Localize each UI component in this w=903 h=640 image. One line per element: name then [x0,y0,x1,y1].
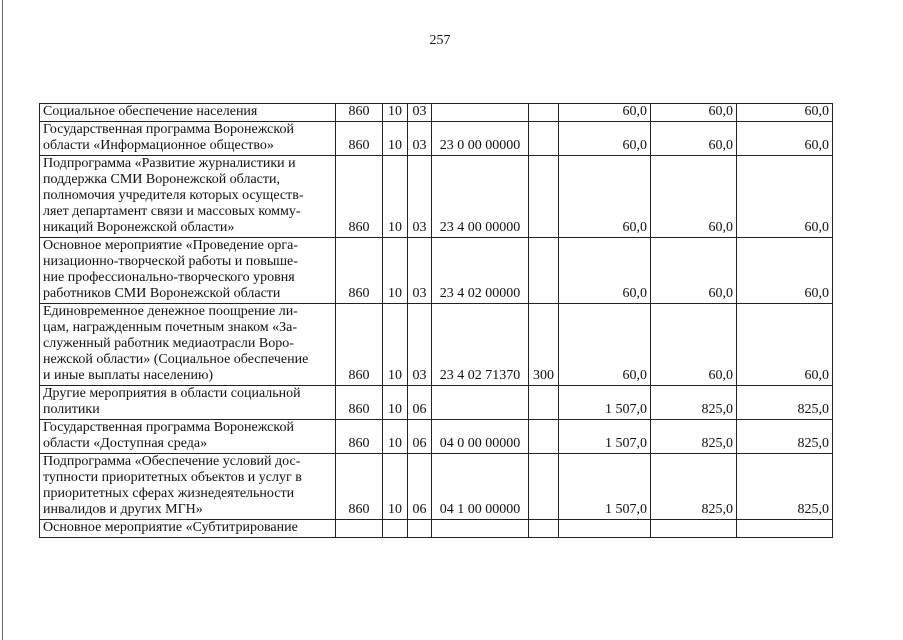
ministry-code-cell [336,520,383,538]
row-name-line: нежской области» (Социальное обеспечение [43,352,309,367]
target-article-cell: 23 0 00 00000 [432,122,529,156]
table-row [40,420,833,454]
target-article-cell: 04 1 00 00000 [432,454,529,520]
table-row [40,156,833,238]
table-row [40,520,833,538]
amount-year1-cell: 1 507,0 [559,454,651,520]
row-name-cell [40,420,336,454]
section-code-cell: 10 [383,238,408,304]
amount-year2-cell: 60,0 [651,238,737,304]
target-article-cell [432,386,529,420]
amount-year1-cell: 60,0 [559,104,651,122]
row-name-line: цам, награжденным почетным знаком «За- [43,320,298,335]
row-name-line: приоритетных сферах жизнедеятельности [43,486,295,501]
expense-type-cell [529,520,559,538]
subsection-code-cell: 03 [408,122,432,156]
row-name-cell [40,520,336,538]
amount-year1-cell: 60,0 [559,122,651,156]
row-name-line: работников СМИ Воронежской области [43,286,281,301]
ministry-code-cell: 860 [336,304,383,386]
subsection-code-cell [408,520,432,538]
table-body [40,104,833,538]
amount-year2-cell: 825,0 [651,420,737,454]
amount-year2-cell: 60,0 [651,156,737,238]
ministry-code-cell: 860 [336,104,383,122]
target-article-cell: 23 4 02 71370 [432,304,529,386]
row-name-line: тупности приоритетных объектов и услуг в [43,470,302,485]
expense-type-cell [529,156,559,238]
row-name-line: никаций Воронежской области» [43,220,235,235]
amount-year2-cell: 60,0 [651,122,737,156]
amount-year2-cell: 825,0 [651,454,737,520]
expense-type-cell [529,420,559,454]
ministry-code-cell: 860 [336,420,383,454]
row-name-line: Государственная программа Воронежской [43,122,294,137]
row-name-line: Государственная программа Воронежской [43,420,294,435]
amount-year3-cell: 825,0 [737,454,833,520]
budget-table [39,103,833,538]
subsection-code-cell: 06 [408,454,432,520]
section-code-cell: 10 [383,122,408,156]
row-name-line: служенный работник медиаотрасли Воро- [43,336,294,351]
row-name-line: ляет департамент связи и массовых комму- [43,204,301,219]
target-article-cell: 04 0 00 00000 [432,420,529,454]
ministry-code-cell: 860 [336,454,383,520]
row-name-cell [40,104,336,122]
row-name-cell [40,156,336,238]
amount-year3-cell: 60,0 [737,304,833,386]
row-name-line: Подпрограмма «Обеспечение условий дос- [43,454,301,469]
subsection-code-cell: 06 [408,386,432,420]
table-row [40,238,833,304]
subsection-code-cell: 03 [408,156,432,238]
row-name-line: ние профессионально-творческого уровня [43,270,295,285]
row-name-line: Основное мероприятие «Субтитрирование [43,520,298,535]
row-name-line: низационно-творческой работы и повыше- [43,254,298,269]
expense-type-cell [529,238,559,304]
ministry-code-cell: 860 [336,156,383,238]
row-name-line: области «Доступная среда» [43,436,208,451]
expense-type-cell: 300 [529,304,559,386]
table-row [40,122,833,156]
target-article-cell [432,104,529,122]
expense-type-cell [529,454,559,520]
row-name-line: Социальное обеспечение населения [43,104,258,119]
row-name-cell [40,304,336,386]
target-article-cell [432,520,529,538]
row-name-line: инвалидов и других МГН» [43,502,203,517]
page-number: 257 [429,33,451,48]
subsection-code-cell: 03 [408,104,432,122]
row-name-line: полномочия учредителя которых осуществ- [43,188,304,203]
amount-year2-cell [651,520,737,538]
row-name-cell [40,454,336,520]
table-row [40,304,833,386]
target-article-cell: 23 4 02 00000 [432,238,529,304]
table-row [40,386,833,420]
row-name-line: Основное мероприятие «Проведение орга- [43,238,298,253]
amount-year1-cell: 1 507,0 [559,420,651,454]
row-name-cell [40,122,336,156]
section-code-cell: 10 [383,386,408,420]
expense-type-cell [529,122,559,156]
amount-year3-cell: 825,0 [737,420,833,454]
row-name-line: и иные выплаты населению) [43,368,214,383]
amount-year1-cell: 60,0 [559,304,651,386]
amount-year1-cell: 1 507,0 [559,386,651,420]
page-left-edge [2,0,3,640]
ministry-code-cell: 860 [336,238,383,304]
target-article-cell: 23 4 00 00000 [432,156,529,238]
amount-year3-cell: 60,0 [737,238,833,304]
row-name-line: Подпрограмма «Развитие журналистики и [43,156,296,171]
table-row [40,454,833,520]
section-code-cell: 10 [383,420,408,454]
section-code-cell: 10 [383,304,408,386]
subsection-code-cell: 03 [408,238,432,304]
ministry-code-cell: 860 [336,122,383,156]
row-name-cell [40,386,336,420]
ministry-code-cell: 860 [336,386,383,420]
amount-year3-cell: 60,0 [737,122,833,156]
table-row [40,104,833,122]
amount-year2-cell: 825,0 [651,386,737,420]
row-name-line: поддержка СМИ Воронежской области, [43,172,280,187]
amount-year1-cell [559,520,651,538]
subsection-code-cell: 06 [408,420,432,454]
section-code-cell: 10 [383,156,408,238]
amount-year3-cell: 60,0 [737,156,833,238]
row-name-cell [40,238,336,304]
row-name-line: политики [43,402,100,417]
row-name-line: Другие мероприятия в области социальной [43,386,301,401]
expense-type-cell [529,104,559,122]
section-code-cell: 10 [383,104,408,122]
amount-year1-cell: 60,0 [559,238,651,304]
row-name-line: Единовременное денежное поощрение ли- [43,304,298,319]
amount-year2-cell: 60,0 [651,304,737,386]
section-code-cell: 10 [383,454,408,520]
amount-year3-cell: 825,0 [737,386,833,420]
section-code-cell [383,520,408,538]
amount-year1-cell: 60,0 [559,156,651,238]
amount-year3-cell [737,520,833,538]
expense-type-cell [529,386,559,420]
amount-year3-cell: 60,0 [737,104,833,122]
amount-year2-cell: 60,0 [651,104,737,122]
subsection-code-cell: 03 [408,304,432,386]
row-name-line: области «Информационное общество» [43,138,274,153]
